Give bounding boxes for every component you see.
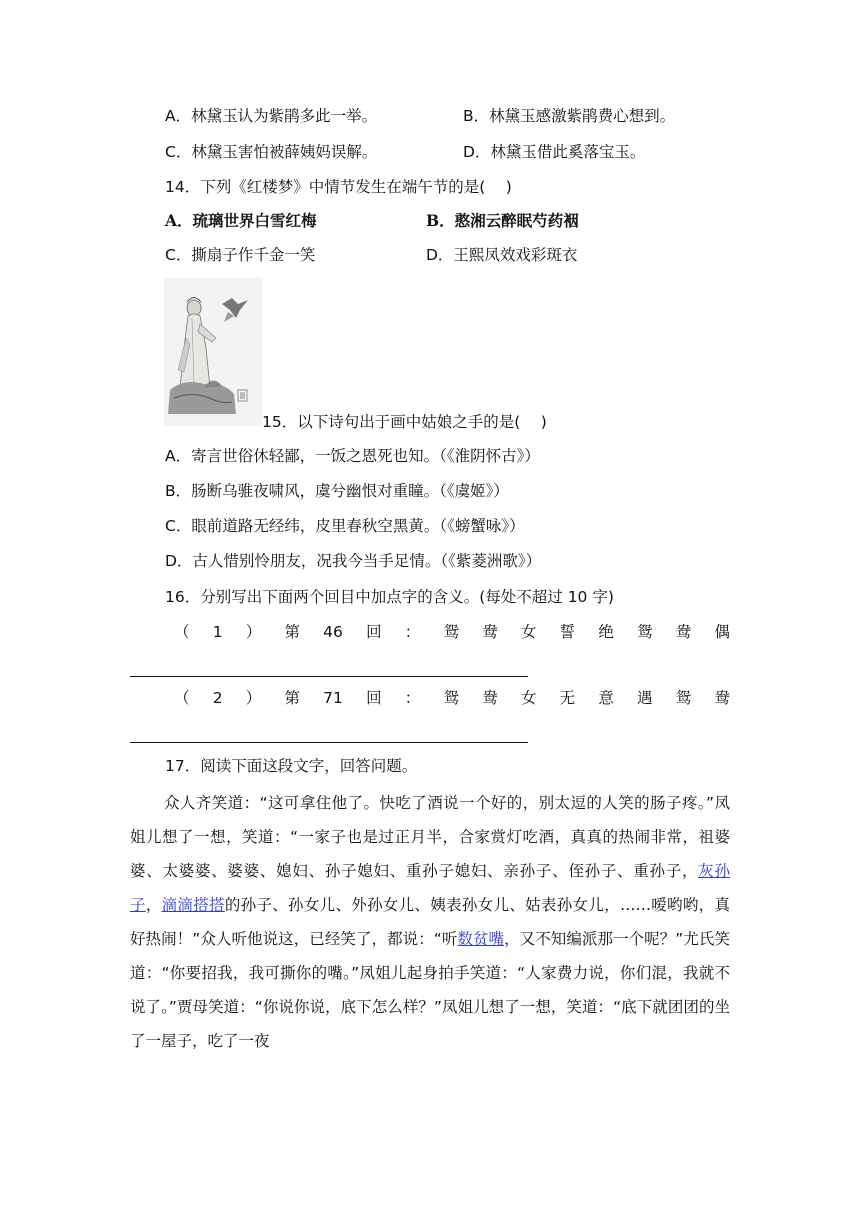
q16-item-1-char: 偶 xyxy=(714,623,730,641)
q15-option-b: B．肠断乌骓夜啸风，虞兮幽恨对重瞳。（《虞姬》） xyxy=(165,482,509,500)
q16-item-1-char: 誓 xyxy=(559,623,576,641)
q15-stem: 15．以下诗句出于画中姑娘之手的是( ) xyxy=(262,413,547,431)
q16-item-2-char: 第 xyxy=(284,689,300,707)
q16-item-2-char: （ xyxy=(174,689,190,707)
q16-item-1-char: ） xyxy=(245,623,262,641)
q16-item-1-char: 绝 xyxy=(598,623,614,641)
q16-item-1-char: 第 xyxy=(284,623,300,641)
q16-stem: 16．分别写出下面两个回目中加点字的含义。(每处不超过 10 字) xyxy=(165,588,614,606)
q15-option-d: D．古人惜别怜朋友，况我今当手足情。（《紫菱洲歌》） xyxy=(165,552,542,570)
q16-item-2-char: 意 xyxy=(598,689,614,707)
q16-item-2-char: 鸯 xyxy=(482,689,498,707)
annotation-link-shupinzui[interactable]: 数贫嘴 xyxy=(457,930,505,948)
annotation-link-didadada[interactable]: 滴滴搭搭 xyxy=(161,896,225,914)
q15-option-c: C．眼前道路无经纬，皮里春秋空黑黄。（《螃蟹咏》） xyxy=(165,517,525,535)
q15-option-a: A．寄言世俗休轻鄙，一饭之恩死也知。（《淮阴怀古》） xyxy=(165,447,540,465)
q16-item-2 xyxy=(174,687,730,709)
q17-passage-text: 的孙子、孙女儿、外孙女儿、姨表孙女儿、姑表孙女儿，……嗳哟哟，真好热闹！”众人听他说这，已经笑了，都说：“听 xyxy=(130,896,730,948)
q16-item-2-char: 鸳 xyxy=(675,689,692,707)
q16-item-1-char: 女 xyxy=(520,623,537,641)
q16-item-1-char: 鸳 xyxy=(637,623,653,641)
q17-stem: 17．阅读下面这段文字，回答问题。 xyxy=(165,757,418,775)
q17-passage-text: ，又不知编派那一个呢？”尤氏笑道：“你要招我，我可撕你的嘴。”凤姐儿起身拍手笑道：“人家费力说，你们混，我就不说了。”贾母笑道：“你说你说，底下怎么样？”凤姐儿想了一想，笑道：“底下就团团的坐了一屋子，吃了一夜 xyxy=(130,930,730,1050)
q13-option-c: C．林黛玉害怕被薛姨妈误解。 xyxy=(165,143,378,161)
q16-item-1-char: ： xyxy=(404,623,421,641)
q17-passage-text: 众人齐笑道：“这可拿住他了。快吃了酒说一个好的，别太逗的人笑的肠子疼。”凤姐儿想了一想，笑道：“一家子也是过正月半，合家赏灯吃酒，真真的热闹非常，祖婆婆、太婆婆、婆婆、媳妇、孙子媳妇、重孙子媳妇、亲孙子、侄孙子、重孙子， xyxy=(130,794,730,880)
woman-figure-icon xyxy=(164,278,262,426)
q14-option-a: A．琉璃世界白雪红梅 xyxy=(165,211,317,230)
q17-passage xyxy=(130,786,730,1058)
q16-item-1-char: 回 xyxy=(366,623,382,641)
q16-item-1-char: 鸳 xyxy=(443,623,460,641)
q16-item-2-char: 鸳 xyxy=(443,689,460,707)
q14-option-c: C．撕扇子作千金一笑 xyxy=(165,246,316,264)
q16-answer-blank-2[interactable] xyxy=(130,742,528,743)
q16-item-1-char: 1 xyxy=(212,623,223,641)
q14-option-d: D．王熙凤效戏彩斑衣 xyxy=(426,246,578,264)
q16-item-1-char: （ xyxy=(174,623,190,641)
q16-item-2-char: ） xyxy=(245,689,262,707)
q16-item-1-char: 鸯 xyxy=(675,623,692,641)
q16-item-2-char: 回 xyxy=(366,689,382,707)
q16-item-1-char: 46 xyxy=(323,623,343,641)
q16-item-1 xyxy=(174,621,730,643)
q16-item-1-char: 鸯 xyxy=(482,623,498,641)
q17-passage-text: ， xyxy=(145,896,162,914)
q13-option-a: A．林黛玉认为紫鹃多此一举。 xyxy=(165,107,378,125)
q13-option-d: D．林黛玉借此奚落宝玉。 xyxy=(463,143,646,161)
q16-item-2-char: 71 xyxy=(323,689,343,707)
q16-item-2-char: 遇 xyxy=(637,689,653,707)
q16-answer-blank-1[interactable] xyxy=(130,676,528,677)
q13-option-b: B．林黛玉感激紫鹃费心想到。 xyxy=(463,107,676,125)
q16-item-2-char: 无 xyxy=(559,689,576,707)
annotation-link-huisunzi[interactable]: 灰孙子 xyxy=(130,862,730,914)
q16-item-2-char: 女 xyxy=(520,689,537,707)
q14-stem: 14．下列《红楼梦》中情节发生在端午节的是( ) xyxy=(165,178,512,196)
q16-item-2-char: ： xyxy=(404,689,421,707)
q16-item-2-char: 鸯 xyxy=(714,689,730,707)
q14-option-b: B．憨湘云醉眠芍药裀 xyxy=(426,211,579,230)
woman-painting-illustration xyxy=(164,278,262,426)
q16-item-2-char: 2 xyxy=(212,689,223,707)
